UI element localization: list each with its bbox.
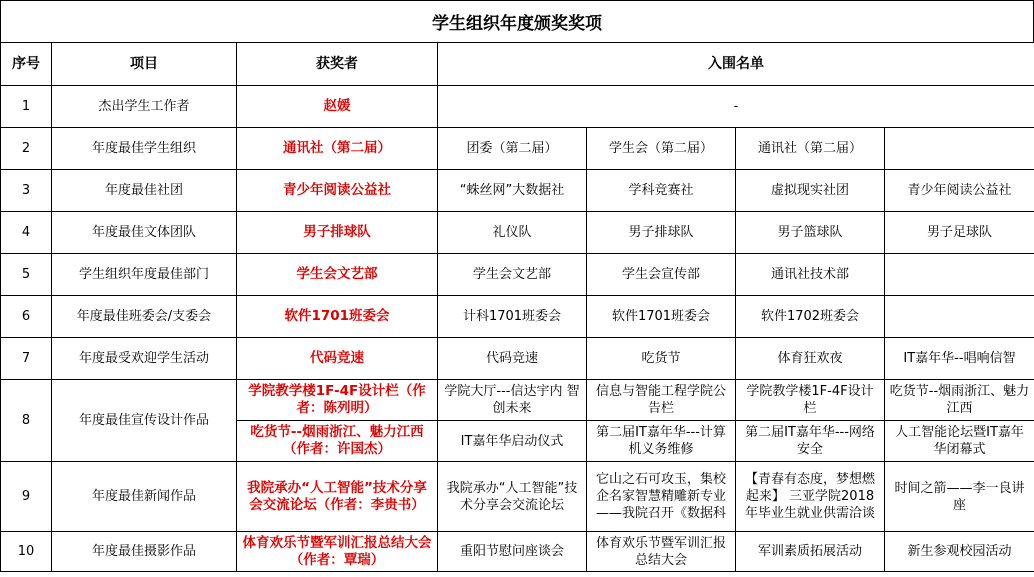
award-winner <box>237 532 438 572</box>
nominee-text: 重阳节慰问座谈会 <box>459 544 564 559</box>
nominee-cell <box>587 462 736 532</box>
table-row <box>1 338 1034 380</box>
award-winner <box>237 462 438 532</box>
row-index: 10 <box>1 532 52 572</box>
table-row <box>1 86 1034 128</box>
header-item: 项目 <box>52 43 237 86</box>
award-winner <box>237 380 438 421</box>
nominee-cell <box>885 421 1034 462</box>
nominee-cell <box>587 532 736 572</box>
nominee-cell: 学科竞赛社 <box>587 170 736 212</box>
header-row <box>1 43 1034 86</box>
nominee-text: 第二届IT嘉年华---计算机义务维修 <box>596 425 726 457</box>
nominee-cell <box>736 421 885 462</box>
nominee-cell: 虚拟现实社团 <box>736 170 885 212</box>
nominee-cell: 男子篮球队 <box>736 212 885 254</box>
nominee-cell: 计科1701班委会 <box>438 296 587 338</box>
award-winner: 通讯社（第二届） <box>237 128 438 170</box>
nominee-cell <box>438 421 587 462</box>
nominee-cell: 软件1702班委会 <box>736 296 885 338</box>
nominee-text: 第二届IT嘉年华---网络安全 <box>745 425 875 457</box>
nominee-cell <box>587 421 736 462</box>
row-index: 1 <box>1 86 52 128</box>
award-item: 杰出学生工作者 <box>52 86 237 128</box>
award-winner: 男子排球队 <box>237 212 438 254</box>
table-row <box>1 296 1034 338</box>
nominee-text: 我院承办“人工智能”技术分享会交流论坛 <box>446 480 578 513</box>
nominee-cell: 学生会（第二届） <box>587 128 736 170</box>
nominee-text: IT嘉年华启动仪式 <box>460 433 564 449</box>
nominee-text: 时间之箭——李一良讲座 <box>894 480 1025 513</box>
row-index: 9 <box>1 462 52 532</box>
nominee-cell: 团委（第二届） <box>438 128 587 170</box>
row-index: 2 <box>1 128 52 170</box>
nominee-cell <box>438 532 587 572</box>
nominee-cell: 体育狂欢夜 <box>736 338 885 380</box>
table-row <box>1 212 1034 254</box>
nominee-cell <box>736 532 885 572</box>
table-row <box>1 532 1034 572</box>
winner-text: 吃货节--烟雨浙江、魅力江西（作者：许国杰） <box>250 424 424 457</box>
nominee-text: 学院大厅---信达宇内 智创未来 <box>444 384 580 416</box>
nominee-cell: 通讯社（第二届） <box>736 128 885 170</box>
nominee-text: 信息与智能工程学院公告栏 <box>595 384 726 416</box>
nominee-cell: 学生会宣传部 <box>587 254 736 296</box>
nominee-text: 新生参观校园活动 <box>907 544 1012 559</box>
nominee-cell <box>885 532 1034 572</box>
nominee-cell: 男子足球队 <box>885 212 1034 254</box>
award-item: 年度最佳文体团队 <box>52 212 237 254</box>
table-row <box>1 170 1034 212</box>
nominee-cell: 代码竞速 <box>438 338 587 380</box>
award-item: 年度最佳新闻作品 <box>52 462 237 532</box>
winner-text: 体育欢乐节暨军训汇报总结大会（作者：覃瑞） <box>242 534 432 568</box>
nominee-cell: IT嘉年华--唱响信智 <box>885 338 1034 380</box>
award-item: 年度最佳宣传设计作品 <box>52 380 237 462</box>
nominee-cell: 吃货节 <box>587 338 736 380</box>
nominee-cell <box>885 380 1034 421</box>
nominee-cell <box>885 128 1034 170</box>
nominee-placeholder: - <box>438 86 1034 128</box>
nominee-text: 【青春有态度，梦想燃起来】 三亚学院2018年毕业生就业供需洽谈 <box>744 472 875 521</box>
award-item: 学生组织年度最佳部门 <box>52 254 237 296</box>
header-winner: 获奖者 <box>237 43 438 86</box>
nominee-cell: 青少年阅读公益社 <box>885 170 1034 212</box>
nominee-text: 它山之石可攻玉，集校企名家智慧精雕新专业 ——我院召开《数据科 <box>595 472 726 521</box>
nominee-text: 人工智能论坛暨IT嘉年华闭幕式 <box>895 425 1024 457</box>
award-item: 年度最佳班委会/支委会 <box>52 296 237 338</box>
sheet-title: 学生组织年度颁奖奖项 <box>0 0 1034 42</box>
award-winner: 赵媛 <box>237 86 438 128</box>
nominee-text: 学院教学楼1F-4F设计栏 <box>746 384 874 416</box>
row-index: 3 <box>1 170 52 212</box>
nominee-text: 吃货节--烟雨浙江、魅力江西 <box>889 384 1030 416</box>
nominee-cell <box>438 380 587 421</box>
award-winner: 软件1701班委会 <box>237 296 438 338</box>
table-row <box>1 462 1034 532</box>
nominee-text: 体育欢乐节暨军训汇报总结大会 <box>595 535 726 568</box>
award-winner <box>237 421 438 462</box>
row-index: 5 <box>1 254 52 296</box>
header-nominees: 入围名单 <box>438 43 1034 86</box>
header-index: 序号 <box>1 43 52 86</box>
award-item: 年度最佳学生组织 <box>52 128 237 170</box>
nominee-cell: 通讯社技术部 <box>736 254 885 296</box>
row-index: 8 <box>1 380 52 462</box>
table-row <box>1 254 1034 296</box>
award-winner: 青少年阅读公益社 <box>237 170 438 212</box>
nominee-cell <box>587 380 736 421</box>
nominee-cell: 软件1701班委会 <box>587 296 736 338</box>
awards-table <box>0 42 1034 572</box>
winner-text: 我院承办“人工智能”技术分享会交流论坛（作者：李贵书） <box>247 479 427 513</box>
row-index: 7 <box>1 338 52 380</box>
table-row <box>1 380 1034 421</box>
award-winner: 学生会文艺部 <box>237 254 438 296</box>
award-winner: 代码竞速 <box>237 338 438 380</box>
award-item: 年度最佳社团 <box>52 170 237 212</box>
nominee-cell: 学生会文艺部 <box>438 254 587 296</box>
winner-text: 学院教学楼1F-4F设计栏（作者：陈列明） <box>248 383 426 416</box>
nominee-text: 军训素质拓展活动 <box>757 544 862 559</box>
row-index: 6 <box>1 296 52 338</box>
nominee-cell <box>736 462 885 532</box>
award-item: 年度最佳摄影作品 <box>52 532 237 572</box>
nominee-cell <box>885 462 1034 532</box>
nominee-cell <box>885 254 1034 296</box>
nominee-cell: 礼仪队 <box>438 212 587 254</box>
nominee-cell <box>885 296 1034 338</box>
nominee-cell: “蛛丝网”大数据社 <box>438 170 587 212</box>
nominee-cell: 男子排球队 <box>587 212 736 254</box>
table-row <box>1 128 1034 170</box>
row-index: 4 <box>1 212 52 254</box>
award-item: 年度最受欢迎学生活动 <box>52 338 237 380</box>
nominee-cell <box>438 462 587 532</box>
nominee-cell <box>736 380 885 421</box>
